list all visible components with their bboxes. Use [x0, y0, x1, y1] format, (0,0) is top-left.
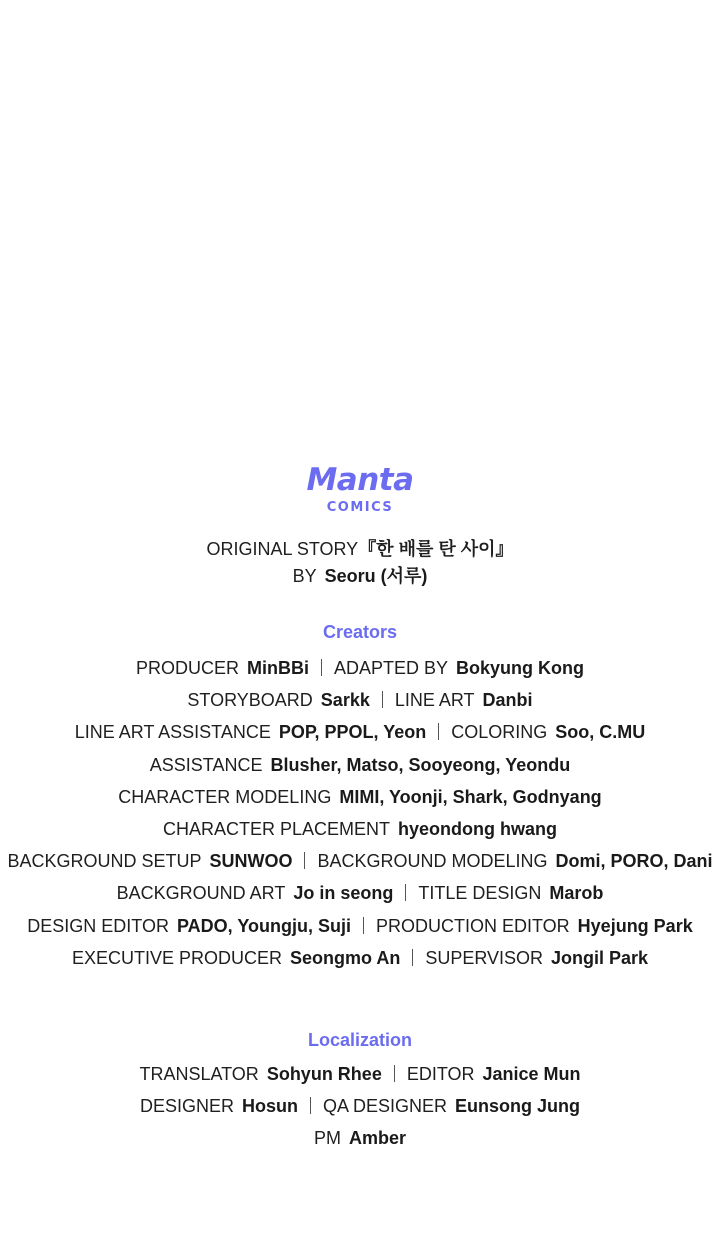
separator [438, 723, 439, 740]
credit-role: BACKGROUND SETUP [7, 851, 202, 872]
credit-name: Sarkk [320, 690, 370, 711]
credit-name: hyeondong hwang [398, 819, 558, 839]
manta-comics-logo [0, 462, 720, 516]
credit-role: ADAPTED BY [333, 658, 449, 678]
credit-role: BACKGROUND MODELING [317, 851, 548, 872]
credit-role: TITLE DESIGN [418, 883, 542, 904]
credit-row [0, 1062, 720, 1086]
credit-name: Janice Mun [482, 1064, 581, 1084]
credit-name: Danbi [482, 690, 533, 711]
credit-name: POP, PPOL, Yeon [278, 722, 427, 743]
credit-name: Jo in seong [293, 883, 394, 904]
separator [405, 884, 406, 901]
credit-role: PM [313, 1128, 341, 1149]
credit-name: Bokyung Kong [456, 658, 585, 678]
localization-heading: Localization [307, 1030, 412, 1050]
credit-name: Jongil Park [551, 947, 649, 968]
credit-role: ASSISTANCE [149, 754, 263, 775]
credit-name: Hosun [242, 1096, 298, 1117]
credit-name: Sohyun Rhee [266, 1064, 382, 1084]
credit-name: Marob [549, 883, 604, 904]
author-line [0, 564, 720, 588]
credit-row [0, 753, 720, 777]
credit-name: Blusher, Matso, Sooyeong, Yeondu [270, 754, 571, 775]
original-story-label: ORIGINAL STORY [206, 539, 359, 559]
credit-name: PADO, Youngju, Suji [176, 915, 351, 936]
credit-row [0, 1094, 720, 1118]
credit-role: BACKGROUND ART [116, 883, 286, 904]
credit-role: DESIGN EDITOR [27, 915, 169, 936]
credit-name: Soo, C.MU [555, 722, 646, 743]
author-name: Seoru (서루) [324, 566, 428, 586]
logo-wordmark: Manta [306, 462, 414, 498]
by-label: BY [292, 566, 317, 586]
creators-heading: Creators [322, 622, 398, 642]
separator [412, 949, 413, 966]
separator [304, 852, 305, 869]
credit-row [0, 817, 720, 841]
credit-name: Seongmo An [289, 947, 401, 968]
credit-role: STORYBOARD [187, 690, 313, 711]
credit-role: TRANSLATOR [139, 1064, 259, 1084]
credit-name: Domi, PORO, Dani [555, 851, 713, 872]
credit-role: LINE ART ASSISTANCE [74, 722, 271, 743]
logo-subtitle: COMICS [326, 500, 394, 515]
credit-role: SUPERVISOR [425, 947, 544, 968]
credit-row [0, 688, 720, 712]
credit-row [0, 946, 720, 970]
credit-row [0, 785, 720, 809]
credit-row [0, 849, 720, 873]
credit-role: EXECUTIVE PRODUCER [71, 947, 282, 968]
credit-role: CHARACTER PLACEMENT [162, 819, 391, 839]
separator [382, 691, 383, 708]
credit-row [0, 914, 720, 938]
credit-role: PRODUCTION EDITOR [375, 915, 570, 936]
credit-name: MIMI, Yoonji, Shark, Godnyang [339, 786, 602, 807]
credit-name: Eunsong Jung [455, 1096, 581, 1117]
separator [363, 917, 364, 934]
credit-row [0, 881, 720, 905]
original-story-title: 『한 배를 탄 사이』 [358, 539, 514, 559]
credit-role: COLORING [451, 722, 548, 743]
credit-name: Hyejung Park [577, 915, 693, 936]
separator [394, 1065, 395, 1082]
separator [310, 1097, 311, 1114]
credit-name: SUNWOO [209, 851, 293, 872]
credit-name: Amber [348, 1128, 406, 1149]
credit-row [0, 720, 720, 744]
credit-row [0, 1126, 720, 1150]
credit-name: MinBBi [246, 658, 309, 678]
credit-role: QA DESIGNER [323, 1096, 448, 1117]
credit-role: LINE ART [394, 690, 475, 711]
separator [321, 659, 322, 676]
credit-role: PRODUCER [135, 658, 239, 678]
credit-row [0, 656, 720, 680]
credit-role: EDITOR [406, 1064, 475, 1084]
credit-role: DESIGNER [139, 1096, 234, 1117]
original-story-line [0, 537, 720, 561]
credit-role: CHARACTER MODELING [118, 786, 332, 807]
